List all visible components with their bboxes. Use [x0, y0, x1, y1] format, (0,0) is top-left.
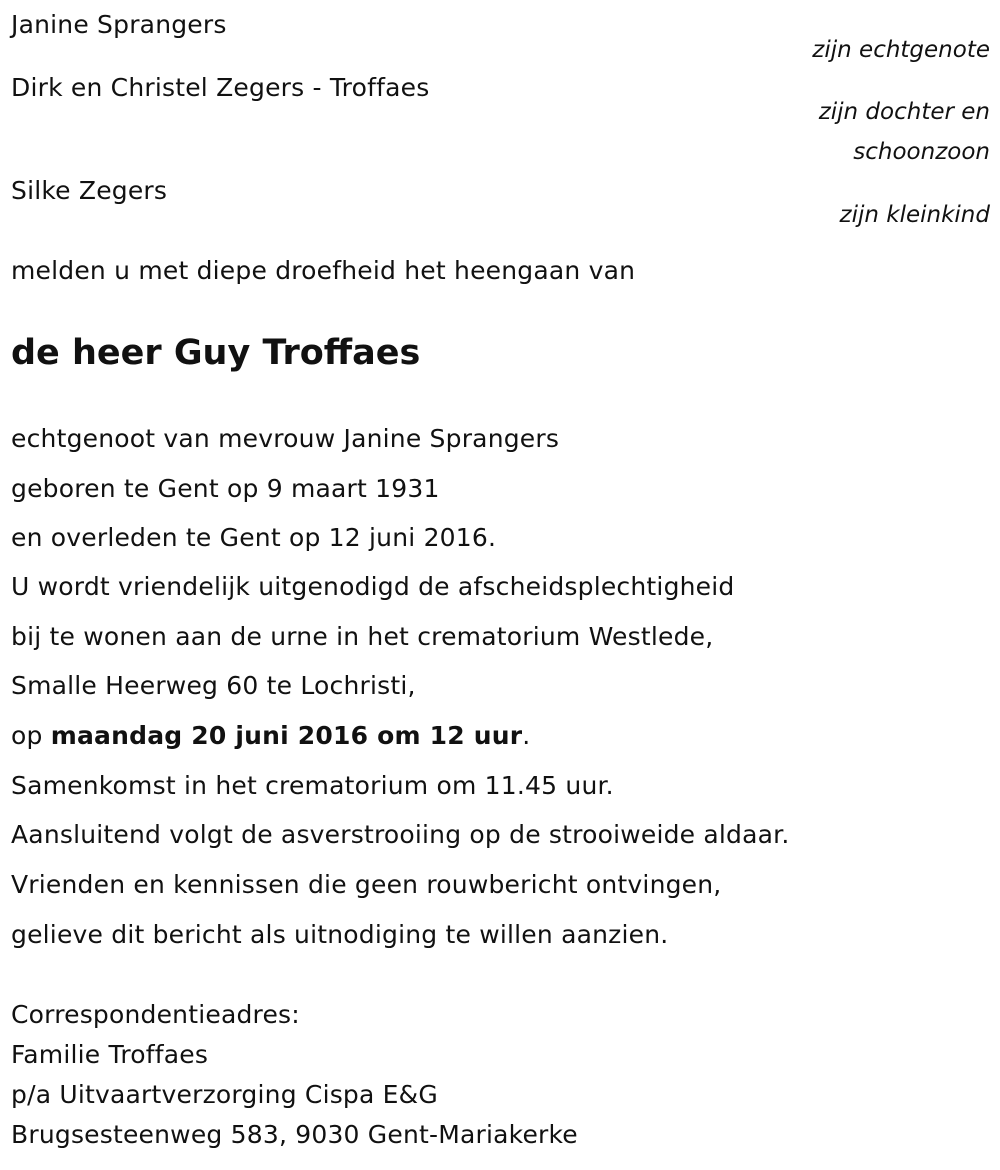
body-line: echtgenoot van mevrouw Janine Sprangers	[11, 424, 560, 453]
body-line: Aansluitend volgt de asverstrooiing op de strooiweide aldaar.	[11, 820, 790, 849]
ceremony-date: maandag 20 juni 2016 om 12 uur	[50, 721, 523, 750]
correspondence-care-of: p/a Uitvaartverzorging Cispa E&G	[11, 1080, 438, 1109]
family-member-relation: zijn echtgenote	[812, 37, 990, 63]
correspondence-address: Brugsesteenweg 583, 9030 Gent-Mariakerke	[11, 1120, 578, 1149]
family-member-name: Janine Sprangers	[11, 10, 227, 39]
body-line: gelieve dit bericht als uitnodiging te willen aanzien.	[11, 920, 669, 949]
body-line: U wordt vriendelijk uitgenodigd de afscheidsplechtigheid	[11, 572, 735, 601]
body-line: Vrienden en kennissen die geen rouwbericht ontvingen,	[11, 870, 722, 899]
body-line: en overleden te Gent op 12 juni 2016.	[11, 523, 497, 552]
family-member-relation: schoonzoon	[853, 139, 990, 165]
deceased-name: de heer Guy Troffaes	[11, 333, 421, 373]
body-line: Samenkomst in het crematorium om 11.45 uur.	[11, 771, 614, 800]
family-member-relation: zijn kleinkind	[839, 202, 990, 228]
body-line: bij te wonen aan de urne in het crematorium Westlede,	[11, 622, 714, 651]
body-line: geboren te Gent op 9 maart 1931	[11, 474, 440, 503]
family-member-relation: zijn dochter en	[818, 99, 990, 125]
ceremony-prefix: op	[11, 721, 51, 750]
correspondence-label: Correspondentieadres:	[11, 1000, 300, 1029]
family-member-name: Silke Zegers	[11, 176, 168, 205]
correspondence-name: Familie Troffaes	[11, 1040, 209, 1069]
body-line: Smalle Heerweg 60 te Lochristi,	[11, 671, 416, 700]
ceremony-suffix: .	[522, 721, 531, 750]
family-member-name: Dirk en Christel Zegers - Troffaes	[11, 73, 430, 102]
ceremony-date-line	[11, 721, 530, 751]
intro-text: melden u met diepe droefheid het heengaan van	[11, 256, 636, 285]
